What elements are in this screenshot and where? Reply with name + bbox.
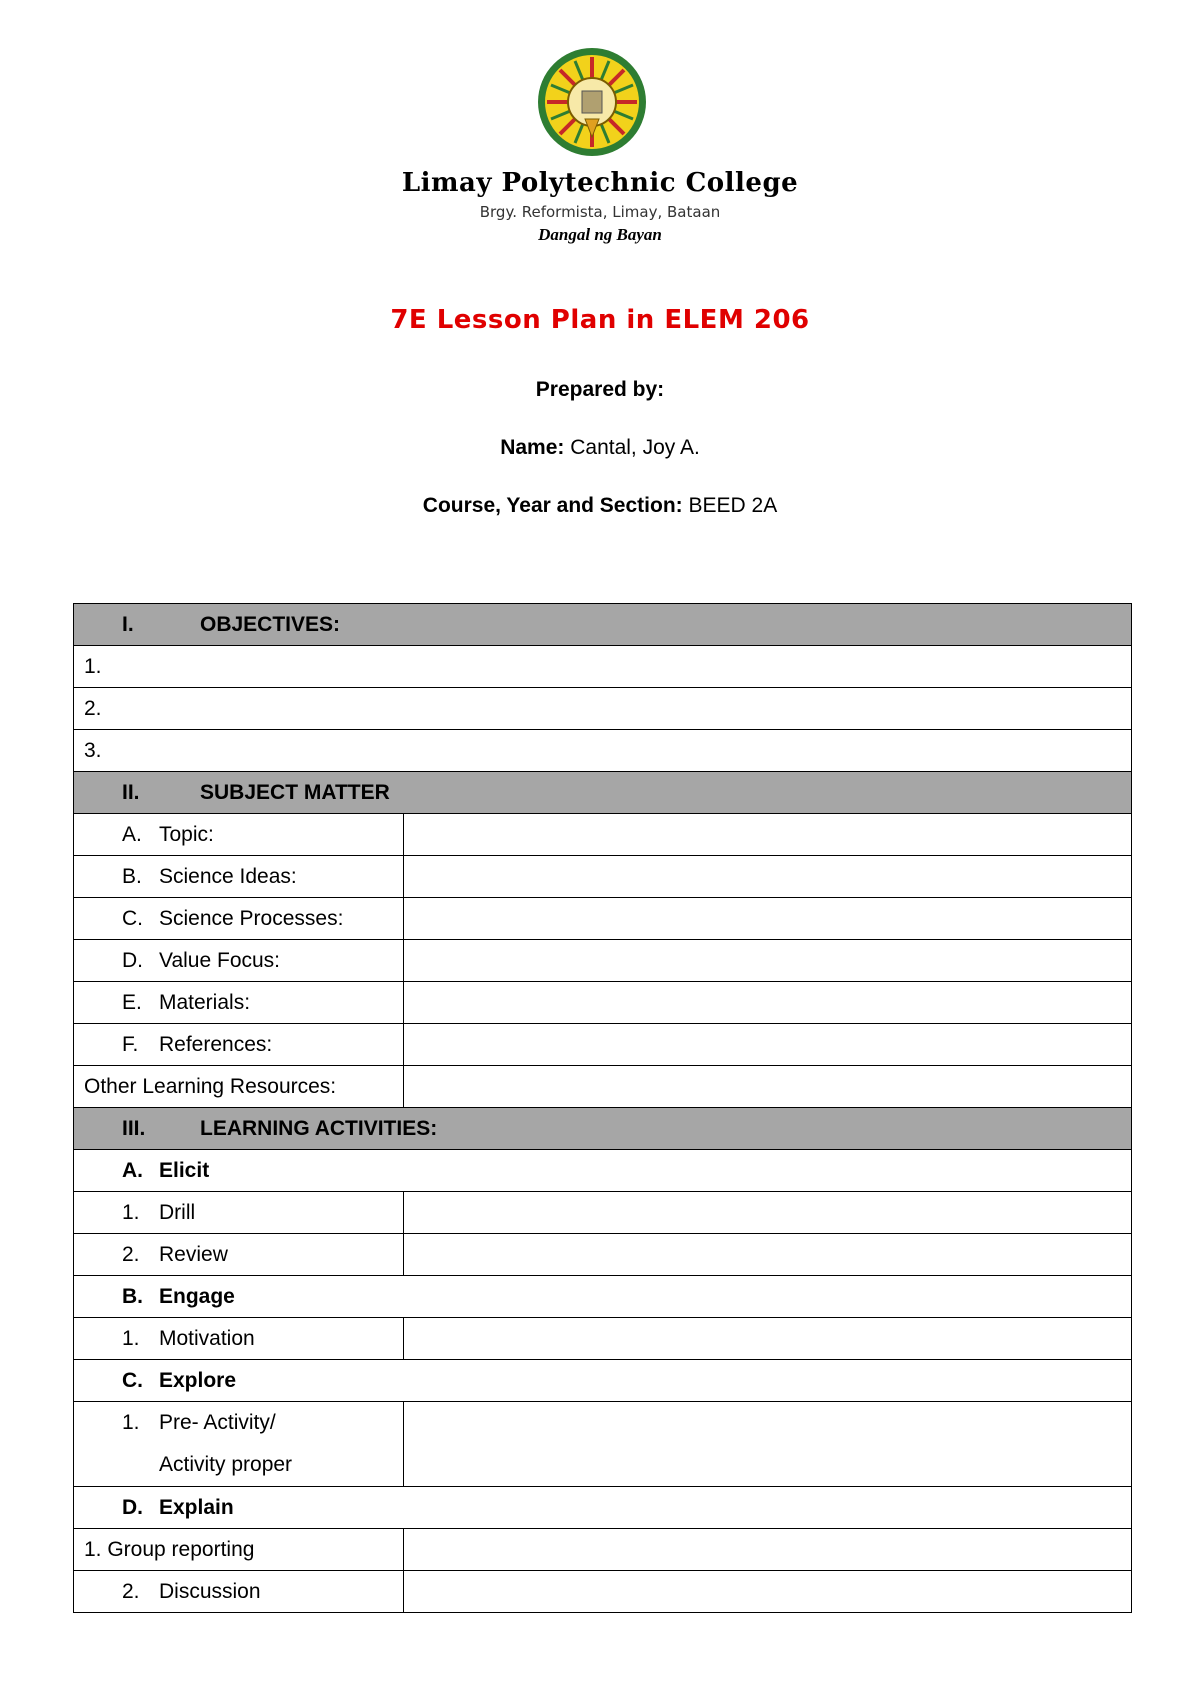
course-value: BEED 2A [682,494,778,517]
subject-row-materials: E. Materials: [74,982,1132,1024]
motivation-field[interactable] [404,1318,1132,1360]
college-motto: Dangal ng Bayan [538,225,662,244]
course-line [0,494,1200,518]
references-field[interactable] [404,1024,1132,1066]
lesson-plan-title: 7E Lesson Plan in ELEM 206 [390,305,810,335]
science-ideas-field[interactable] [404,856,1132,898]
activity-row-motivation: 1. Motivation [74,1318,1132,1360]
group-reporting-label: 1. Group reporting [74,1529,404,1571]
course-label: Course, Year and Section: [422,494,683,517]
topic-field[interactable] [404,814,1132,856]
name-value: Cantal, Joy A. [564,436,700,459]
lesson-plan-table [73,603,1132,1613]
prepared-by [0,378,1200,402]
subject-row-science-ideas: B. Science Ideas: [74,856,1132,898]
learning-activities-heading: LEARNING ACTIVITIES: [200,1116,438,1140]
objective-row [74,646,1132,688]
activity-row-review: 2. Review [74,1234,1132,1276]
value-focus-field[interactable] [404,940,1132,982]
materials-field[interactable] [404,982,1132,1024]
engage-header: B. Engage [74,1276,1132,1318]
name-label: Name: [500,436,565,459]
other-resources-field[interactable] [404,1066,1132,1108]
pre-activity-field[interactable] [404,1402,1132,1487]
elicit-header: A. Elicit [74,1150,1132,1192]
college-name: Limay Polytechnic College [401,168,799,198]
objectives-header: I. OBJECTIVES: [74,604,1132,646]
activity-row-drill: 1. Drill [74,1192,1132,1234]
subject-row-topic: A. Topic: [74,814,1132,856]
name-line [0,436,1200,460]
subject-matter-header: II. SUBJECT MATTER [74,772,1132,814]
college-address: Brgy. Reformista, Limay, Bataan [479,203,721,221]
subject-row-other-resources [74,1066,1132,1108]
college-seal-logo [537,47,647,157]
explain-header: D. Explain [74,1487,1132,1529]
discussion-field[interactable] [404,1571,1132,1613]
review-field[interactable] [404,1234,1132,1276]
learning-activities-header: III. LEARNING ACTIVITIES: [74,1108,1132,1150]
subject-row-science-processes: C. Science Processes: [74,898,1132,940]
objectives-heading: OBJECTIVES: [200,612,341,636]
objective-row [74,688,1132,730]
science-processes-field[interactable] [404,898,1132,940]
drill-field[interactable] [404,1192,1132,1234]
activity-row-discussion: 2. Discussion [74,1571,1132,1613]
objective-3[interactable]: 3. [74,730,1132,772]
prepared-by-label: Prepared by: [535,378,665,401]
objective-row [74,730,1132,772]
objective-1[interactable]: 1. [74,646,1132,688]
subject-row-value-focus: D. Value Focus: [74,940,1132,982]
other-resources-label: Other Learning Resources: [74,1066,404,1108]
subject-matter-heading: SUBJECT MATTER [200,780,390,804]
objective-2[interactable]: 2. [74,688,1132,730]
activity-row-pre-activity: 1. Pre- Activity/ Activity proper [74,1402,1132,1487]
group-reporting-field[interactable] [404,1529,1132,1571]
activity-row-group-reporting [74,1529,1132,1571]
subject-row-references: F. References: [74,1024,1132,1066]
explore-header: C. Explore [74,1360,1132,1402]
